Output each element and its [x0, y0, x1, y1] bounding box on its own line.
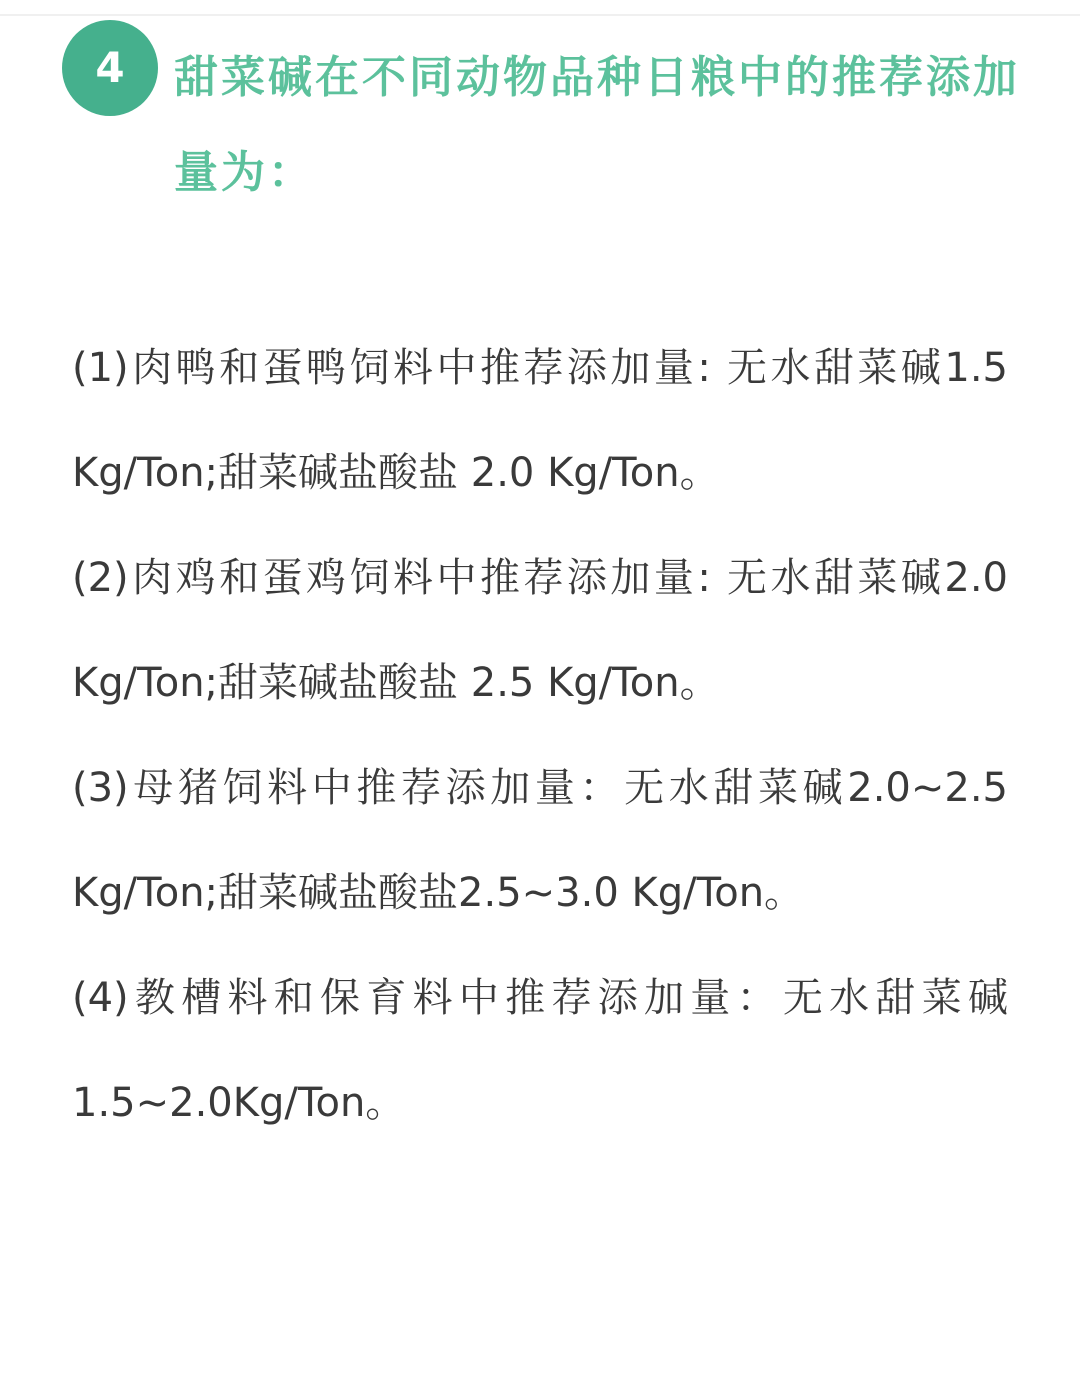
list-item: (1)肉鸭和蛋鸭饲料中推荐添加量: 无水甜菜碱1.5 Kg/Ton;甜菜碱盐酸盐 2.0 Kg/Ton。	[72, 345, 1008, 496]
section-number-badge: 4	[62, 20, 158, 116]
recommendation-list	[72, 316, 1008, 1156]
list-item: (3)母猪饲料中推荐添加量：无水甜菜碱2.0~2.5 Kg/Ton;甜菜碱盐酸盐2.5~3.0 Kg/Ton。	[72, 765, 1008, 916]
list-item: (4)教槽料和保育料中推荐添加量：无水甜菜碱1.5~2.0Kg/Ton。	[72, 975, 1008, 1126]
section-title: 甜菜碱在不同动物品种日粮中的推荐添加量为：	[174, 52, 1020, 198]
top-divider	[0, 14, 1080, 16]
section-header	[62, 20, 1052, 200]
list-item: (2)肉鸡和蛋鸡饲料中推荐添加量: 无水甜菜碱2.0 Kg/Ton;甜菜碱盐酸盐 2.5 Kg/Ton。	[72, 555, 1008, 706]
